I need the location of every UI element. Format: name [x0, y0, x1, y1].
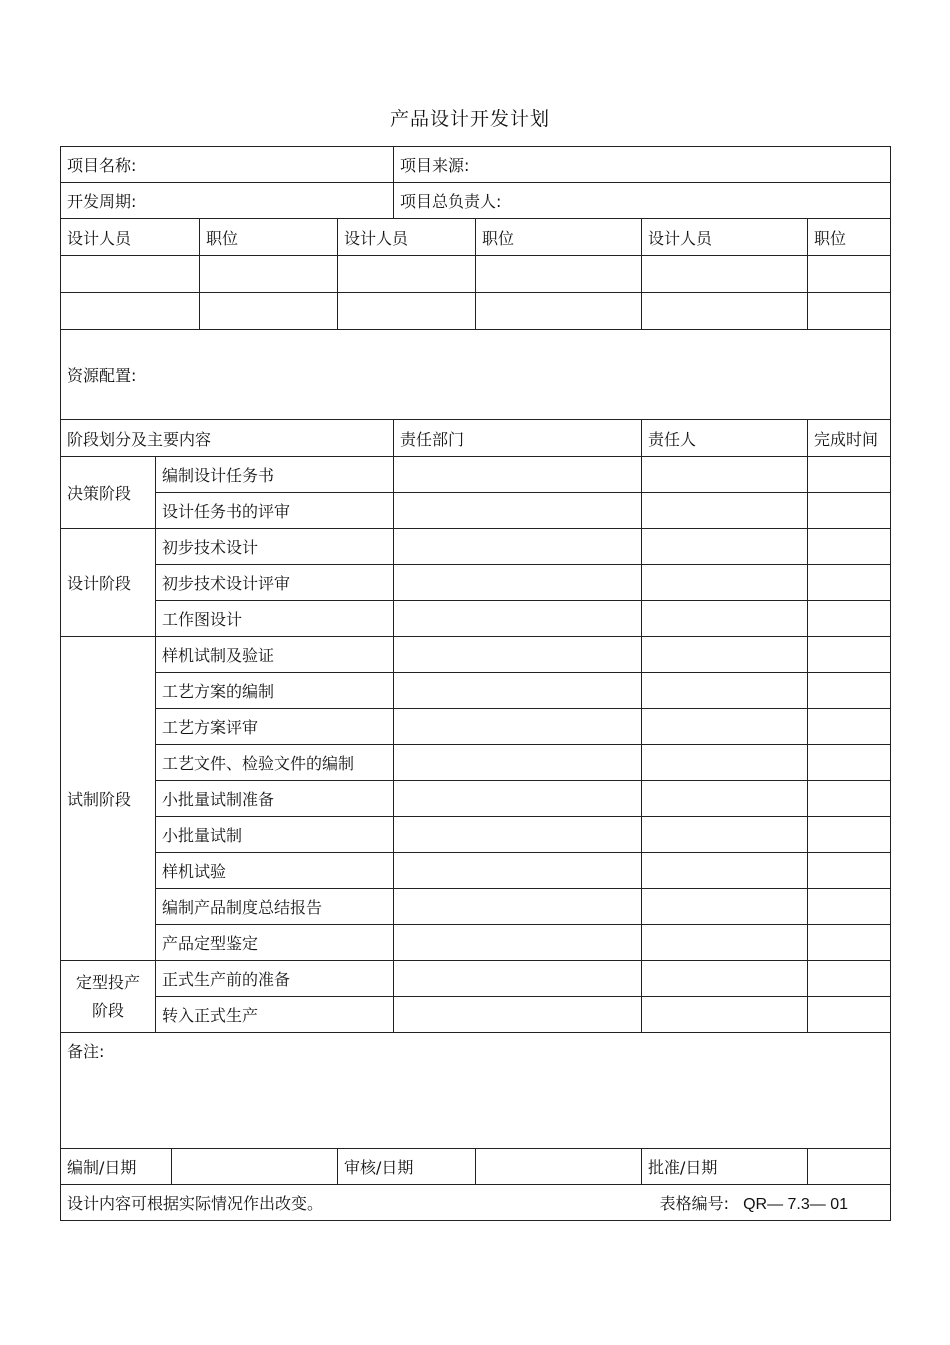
- department-cell[interactable]: [394, 457, 642, 493]
- department-header: 责任部门: [394, 420, 642, 457]
- finish-time-cell[interactable]: [808, 637, 891, 673]
- person-cell[interactable]: [642, 925, 808, 961]
- person-cell[interactable]: [642, 565, 808, 601]
- finish-time-cell[interactable]: [808, 529, 891, 565]
- prepared-date-cell[interactable]: [172, 1149, 338, 1185]
- person-cell[interactable]: [642, 961, 808, 997]
- person-cell[interactable]: [642, 709, 808, 745]
- finish-time-cell[interactable]: [808, 709, 891, 745]
- person-header: 责任人: [642, 420, 808, 457]
- person-cell[interactable]: [642, 853, 808, 889]
- plan-header-row: [61, 420, 891, 457]
- task-row: [61, 709, 891, 745]
- person-cell[interactable]: [642, 601, 808, 637]
- task-label: 编制设计任务书: [156, 457, 394, 493]
- approved-date-cell[interactable]: [808, 1149, 891, 1185]
- staff-header-row: [61, 219, 891, 256]
- task-row: [61, 817, 891, 853]
- resources-field[interactable]: 资源配置:: [61, 330, 891, 420]
- department-cell[interactable]: [394, 565, 642, 601]
- task-label: 初步技术设计评审: [156, 565, 394, 601]
- person-cell[interactable]: [642, 745, 808, 781]
- stage-label-trial: 试制阶段: [61, 637, 156, 961]
- person-cell[interactable]: [642, 997, 808, 1033]
- staff-cell[interactable]: [642, 256, 808, 293]
- department-cell[interactable]: [394, 961, 642, 997]
- finish-time-cell[interactable]: [808, 925, 891, 961]
- finish-time-header: 完成时间: [808, 420, 891, 457]
- signoff-row: [61, 1149, 891, 1185]
- footer-cell: [61, 1185, 891, 1221]
- task-row: [61, 997, 891, 1033]
- department-cell[interactable]: [394, 925, 642, 961]
- person-cell[interactable]: [642, 817, 808, 853]
- stage-label-production: [61, 961, 156, 1033]
- task-row: [61, 565, 891, 601]
- reviewed-label: 审核/日期: [338, 1149, 476, 1185]
- task-row: [61, 925, 891, 961]
- staff-cell[interactable]: [61, 293, 200, 330]
- finish-time-cell[interactable]: [808, 457, 891, 493]
- department-cell[interactable]: [394, 889, 642, 925]
- page-title: 产品设计开发计划: [389, 108, 550, 130]
- dev-cycle-field[interactable]: 开发周期:: [61, 183, 394, 219]
- stage-label-line: 阶段: [91, 1000, 124, 1020]
- department-cell[interactable]: [394, 745, 642, 781]
- finish-time-cell[interactable]: [808, 673, 891, 709]
- department-cell[interactable]: [394, 709, 642, 745]
- department-cell[interactable]: [394, 997, 642, 1033]
- person-cell[interactable]: [642, 637, 808, 673]
- task-label: 样机试验: [156, 853, 394, 889]
- task-label: 小批量试制准备: [156, 781, 394, 817]
- finish-time-cell[interactable]: [808, 853, 891, 889]
- department-cell[interactable]: [394, 853, 642, 889]
- task-row: [61, 673, 891, 709]
- staff-cell[interactable]: [338, 256, 476, 293]
- task-row: [61, 889, 891, 925]
- notes-row: [61, 1033, 891, 1149]
- staff-cell[interactable]: [200, 293, 338, 330]
- task-label: 小批量试制: [156, 817, 394, 853]
- resources-row: [61, 330, 891, 420]
- notes-field[interactable]: 备注:: [61, 1033, 891, 1149]
- finish-time-cell[interactable]: [808, 961, 891, 997]
- staff-cell[interactable]: [61, 256, 200, 293]
- staff-cell[interactable]: [476, 256, 642, 293]
- department-cell[interactable]: [394, 637, 642, 673]
- staff-cell[interactable]: [642, 293, 808, 330]
- stage-label-design: 设计阶段: [61, 529, 156, 637]
- staff-cell[interactable]: [476, 293, 642, 330]
- task-label: 转入正式生产: [156, 997, 394, 1033]
- task-row: [61, 961, 891, 997]
- designer-header-2: 设计人员: [338, 219, 476, 256]
- person-cell[interactable]: [642, 781, 808, 817]
- task-label: 正式生产前的准备: [156, 961, 394, 997]
- finish-time-cell[interactable]: [808, 745, 891, 781]
- department-cell[interactable]: [394, 493, 642, 529]
- designer-header-3: 设计人员: [642, 219, 808, 256]
- person-cell[interactable]: [642, 529, 808, 565]
- form-number-value: QR— 7.3— 01: [743, 1196, 848, 1213]
- staff-row: [61, 256, 891, 293]
- task-row: [61, 493, 891, 529]
- task-row: [61, 781, 891, 817]
- person-cell[interactable]: [642, 889, 808, 925]
- staff-cell[interactable]: [808, 293, 891, 330]
- task-row: [61, 457, 891, 493]
- task-label: 编制产品制度总结报告: [156, 889, 394, 925]
- plan-form: [60, 146, 891, 1221]
- footer-remark: 设计内容可根据实际情况作出改变。: [67, 1194, 324, 1213]
- position-header-3: 职位: [808, 219, 891, 256]
- finish-time-cell[interactable]: [808, 817, 891, 853]
- department-cell[interactable]: [394, 601, 642, 637]
- staff-cell[interactable]: [200, 256, 338, 293]
- position-header-2: 职位: [476, 219, 642, 256]
- finish-time-cell[interactable]: [808, 997, 891, 1033]
- staff-cell[interactable]: [338, 293, 476, 330]
- staff-row: [61, 293, 891, 330]
- task-row: [61, 529, 891, 565]
- designer-header-1: 设计人员: [61, 219, 200, 256]
- department-cell[interactable]: [394, 817, 642, 853]
- task-label: 工艺方案的编制: [156, 673, 394, 709]
- reviewed-date-cell[interactable]: [476, 1149, 642, 1185]
- finish-time-cell[interactable]: [808, 493, 891, 529]
- person-cell[interactable]: [642, 457, 808, 493]
- stage-content-header: 阶段划分及主要内容: [61, 420, 394, 457]
- person-cell[interactable]: [642, 673, 808, 709]
- form-number: [660, 1191, 848, 1214]
- task-label: 初步技术设计: [156, 529, 394, 565]
- task-label: 工艺方案评审: [156, 709, 394, 745]
- department-cell[interactable]: [394, 673, 642, 709]
- task-label: 样机试制及验证: [156, 637, 394, 673]
- task-row: [61, 601, 891, 637]
- project-source-field[interactable]: 项目来源:: [394, 147, 891, 183]
- project-name-field[interactable]: 项目名称:: [61, 147, 394, 183]
- project-leader-field[interactable]: 项目总负责人:: [394, 183, 891, 219]
- task-label: 产品定型鉴定: [156, 925, 394, 961]
- finish-time-cell[interactable]: [808, 565, 891, 601]
- task-label: 工艺文件、检验文件的编制: [156, 745, 394, 781]
- prepared-label: 编制/日期: [61, 1149, 172, 1185]
- stage-label-decision: 决策阶段: [61, 457, 156, 529]
- finish-time-cell[interactable]: [808, 781, 891, 817]
- position-header-1: 职位: [200, 219, 338, 256]
- task-row: [61, 745, 891, 781]
- task-row: [61, 637, 891, 673]
- approved-label: 批准/日期: [642, 1149, 808, 1185]
- department-cell[interactable]: [394, 529, 642, 565]
- form-number-label: 表格编号:: [659, 1194, 730, 1213]
- task-label: 工作图设计: [156, 601, 394, 637]
- form-row-cycle: [61, 183, 891, 219]
- finish-time-cell[interactable]: [808, 601, 891, 637]
- form-row-project: [61, 147, 891, 183]
- stage-label-line: 定型投产: [75, 972, 140, 992]
- task-row: [61, 853, 891, 889]
- staff-cell[interactable]: [808, 256, 891, 293]
- footer-row: [61, 1185, 891, 1221]
- finish-time-cell[interactable]: [808, 889, 891, 925]
- task-label: 设计任务书的评审: [156, 493, 394, 529]
- department-cell[interactable]: [394, 781, 642, 817]
- person-cell[interactable]: [642, 493, 808, 529]
